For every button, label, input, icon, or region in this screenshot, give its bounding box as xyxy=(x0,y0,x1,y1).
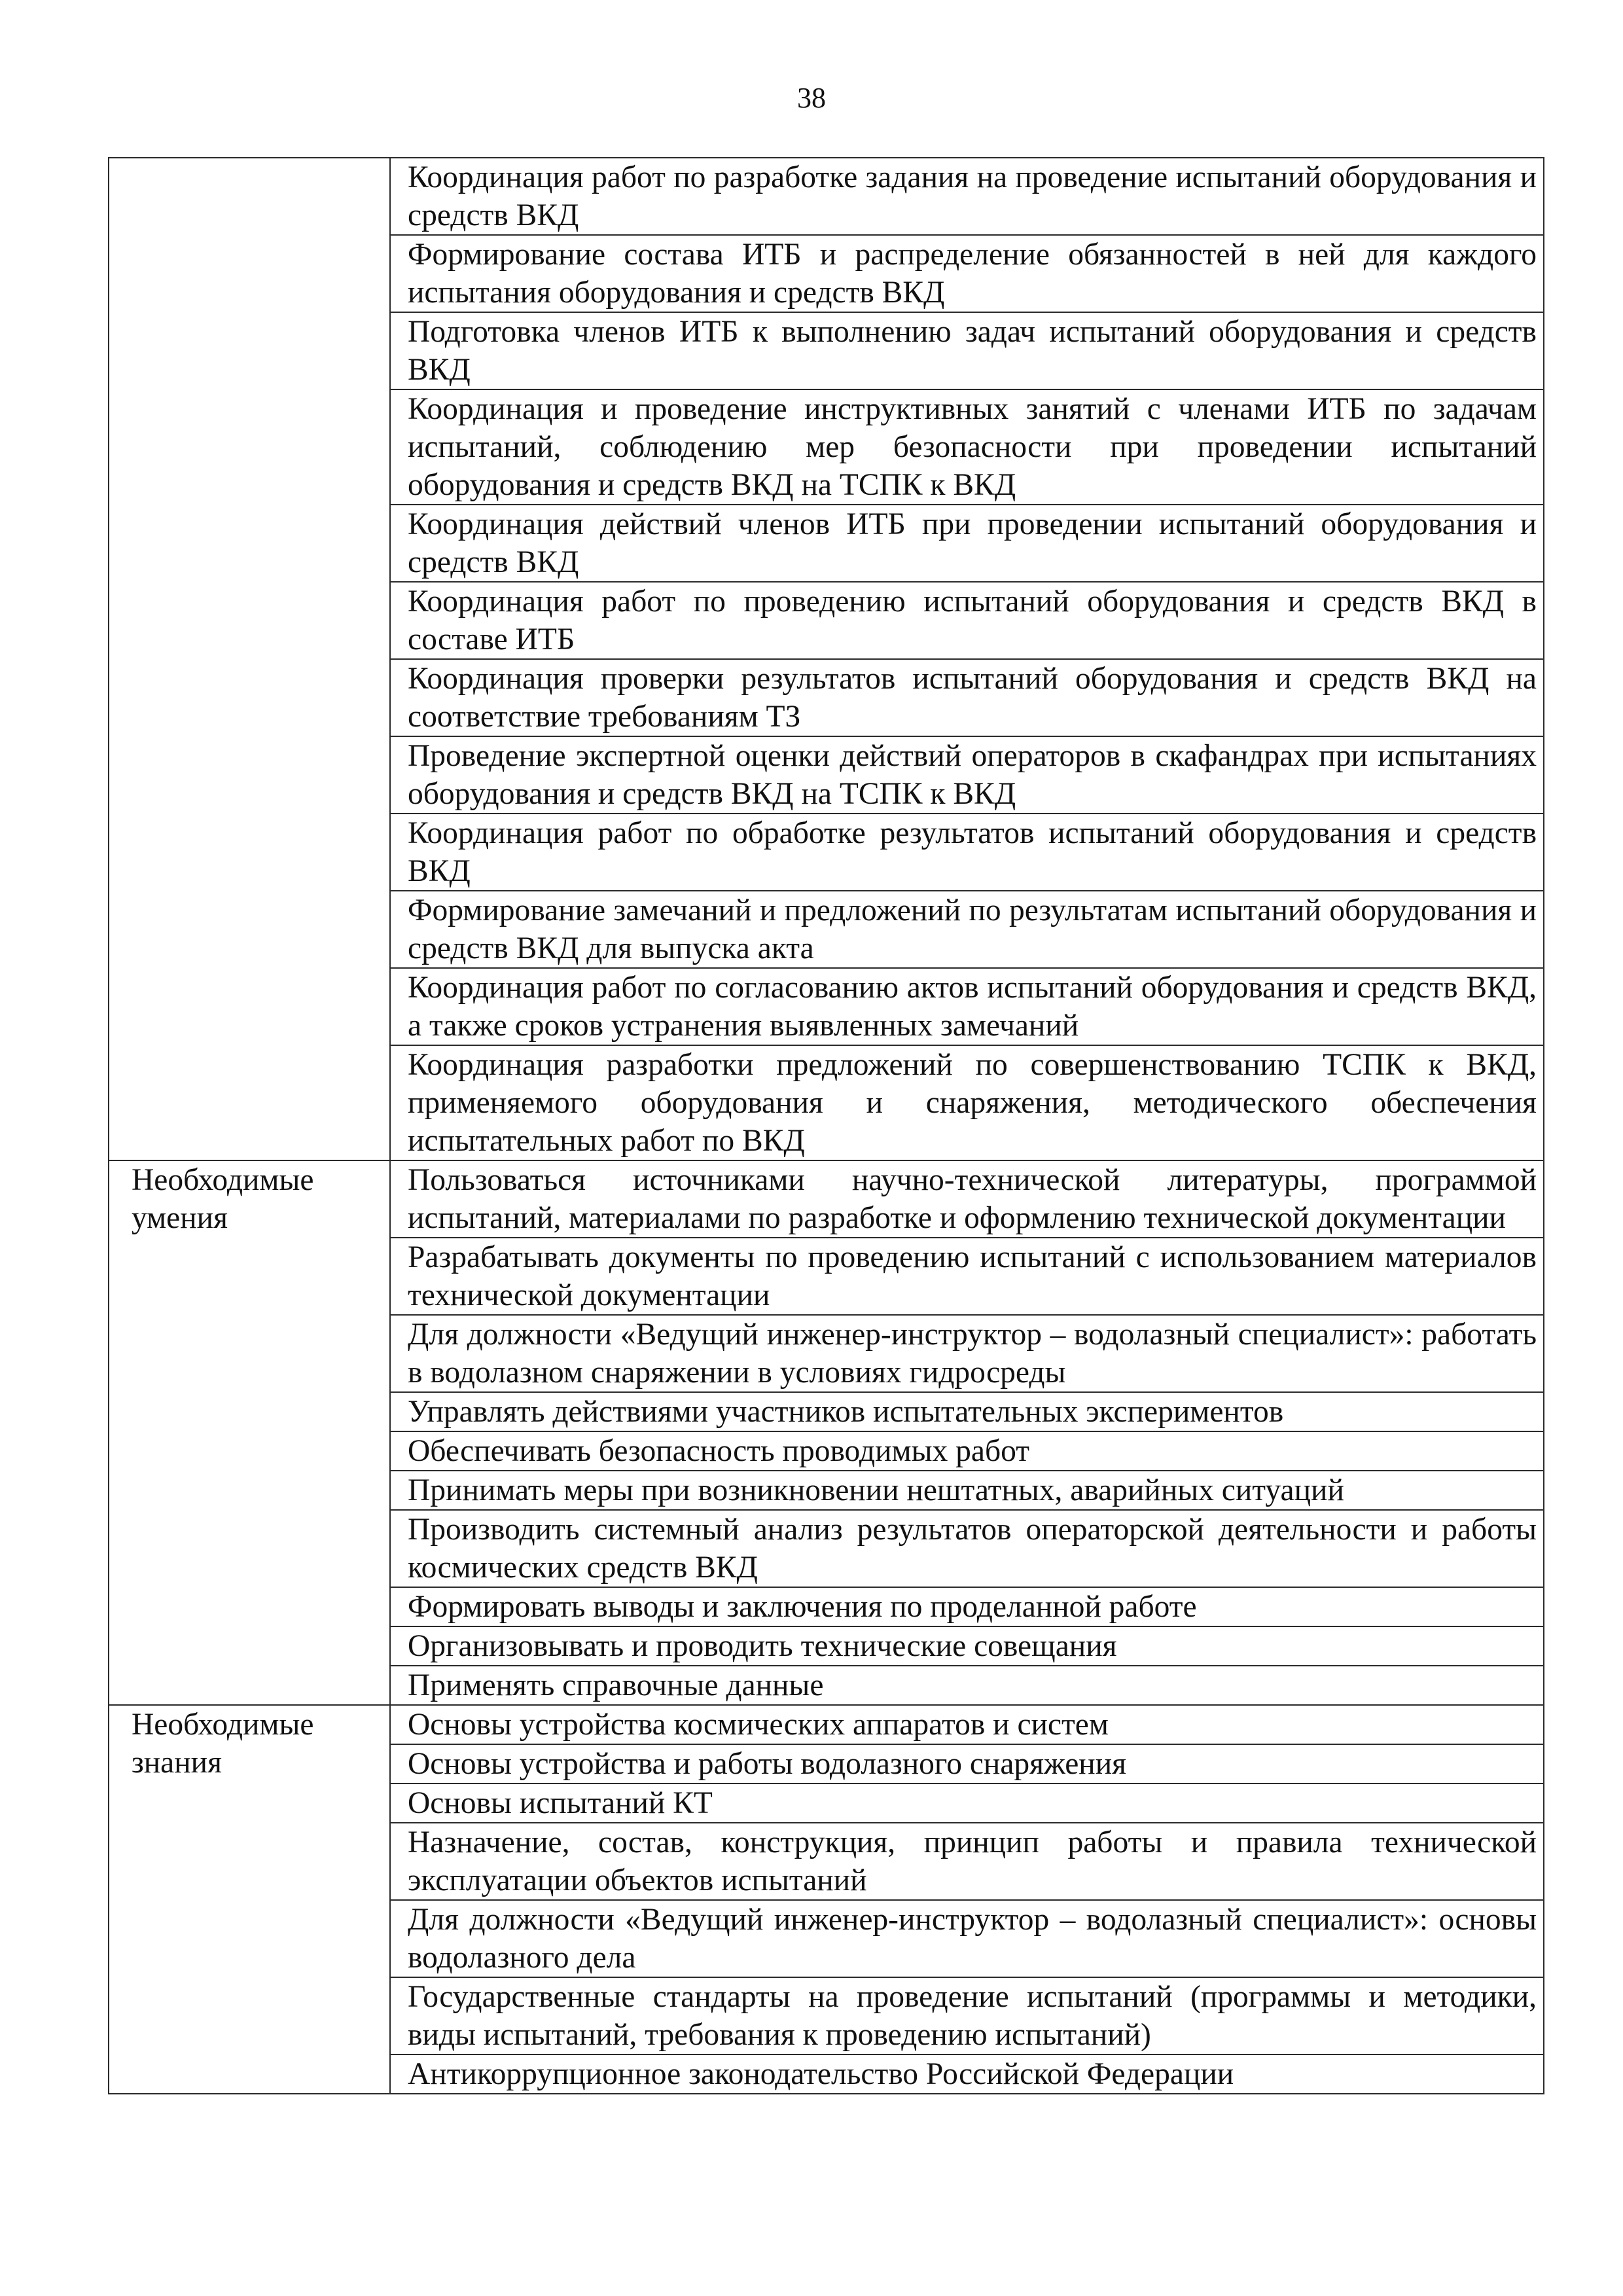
table-cell: Основы устройства космических аппаратов и систем xyxy=(390,1705,1544,1744)
table-cell: Основы испытаний КТ xyxy=(390,1784,1544,1823)
table-cell: Координация проверки результатов испытаний оборудования и средств ВКД на соответствие требованиям ТЗ xyxy=(390,659,1544,736)
table-cell: Применять справочные данные xyxy=(390,1666,1544,1705)
table-cell: Координация действий членов ИТБ при проведении испытаний оборудования и средств ВКД xyxy=(390,505,1544,582)
table-cell: Формирование состава ИТБ и распределение обязанностей в ней для каждого испытания оборудования и средств ВКД xyxy=(390,235,1544,312)
table-cell: Принимать меры при возникновении нештатных, аварийных ситуаций xyxy=(390,1471,1544,1510)
category-cell-labor-actions xyxy=(109,158,390,1160)
table-cell: Проведение экспертной оценки действий операторов в скафандрах при испытаниях оборудования и средств ВКД на ТСПК к ВКД xyxy=(390,736,1544,814)
table-cell: Координация разработки предложений по совершенствованию ТСПК к ВКД, применяемого оборудования и снаряжения, методического обеспечения испытательных работ по ВКД xyxy=(390,1045,1544,1160)
table-cell: Государственные стандарты на проведение испытаний (программы и методики, виды испытаний, требования к проведению испытаний) xyxy=(390,1977,1544,2054)
table-cell: Координация работ по разработке задания на проведение испытаний оборудования и средств ВКД xyxy=(390,158,1544,235)
table-row xyxy=(109,1705,1544,1744)
table-cell: Обеспечивать безопасность проводимых работ xyxy=(390,1431,1544,1471)
table-row xyxy=(109,158,1544,235)
page-number: 38 xyxy=(797,82,826,114)
table-cell: Координация работ по проведению испытаний оборудования и средств ВКД в составе ИТБ xyxy=(390,582,1544,659)
table-cell: Производить системный анализ результатов операторской деятельности и работы космических средств ВКД xyxy=(390,1510,1544,1587)
table-cell: Назначение, состав, конструкция, принцип работы и правила технической эксплуатации объектов испытаний xyxy=(390,1823,1544,1900)
table-cell: Координация работ по обработке результатов испытаний оборудования и средств ВКД xyxy=(390,814,1544,891)
requirements-table xyxy=(108,157,1544,2094)
table-cell: Организовывать и проводить технические совещания xyxy=(390,1626,1544,1666)
table-cell: Пользоваться источниками научно-технической литературы, программой испытаний, материалами по разработке и оформлению технической документации xyxy=(390,1160,1544,1238)
table-cell: Подготовка членов ИТБ к выполнению задач испытаний оборудования и средств ВКД xyxy=(390,312,1544,389)
category-cell-skills: Необходимые умения xyxy=(109,1160,390,1705)
table-cell: Разрабатывать документы по проведению испытаний с использованием материалов технической документации xyxy=(390,1238,1544,1315)
table-cell: Управлять действиями участников испытательных экспериментов xyxy=(390,1392,1544,1431)
table-cell: Координация работ по согласованию актов испытаний оборудования и средств ВКД, а также сроков устранения выявленных замечаний xyxy=(390,968,1544,1045)
category-cell-knowledge: Необходимые знания xyxy=(109,1705,390,2094)
table-cell: Формирование замечаний и предложений по результатам испытаний оборудования и средств ВКД для выпуска акта xyxy=(390,891,1544,968)
table-cell: Координация и проведение инструктивных занятий с членами ИТБ по задачам испытаний, соблюдению мер безопасности при проведении испытаний оборудования и средств ВКД на ТСПК к ВКД xyxy=(390,389,1544,505)
table-cell: Антикоррупционное законодательство Российской Федерации xyxy=(390,2054,1544,2094)
table-cell: Основы устройства и работы водолазного снаряжения xyxy=(390,1744,1544,1784)
table-cell: Формировать выводы и заключения по проделанной работе xyxy=(390,1587,1544,1626)
table-row xyxy=(109,1160,1544,1238)
table-cell: Для должности «Ведущий инженер-инструктор – водолазный специалист»: основы водолазного дела xyxy=(390,1900,1544,1977)
table-cell: Для должности «Ведущий инженер-инструктор – водолазный специалист»: работать в водолазном снаряжении в условиях гидросреды xyxy=(390,1315,1544,1392)
